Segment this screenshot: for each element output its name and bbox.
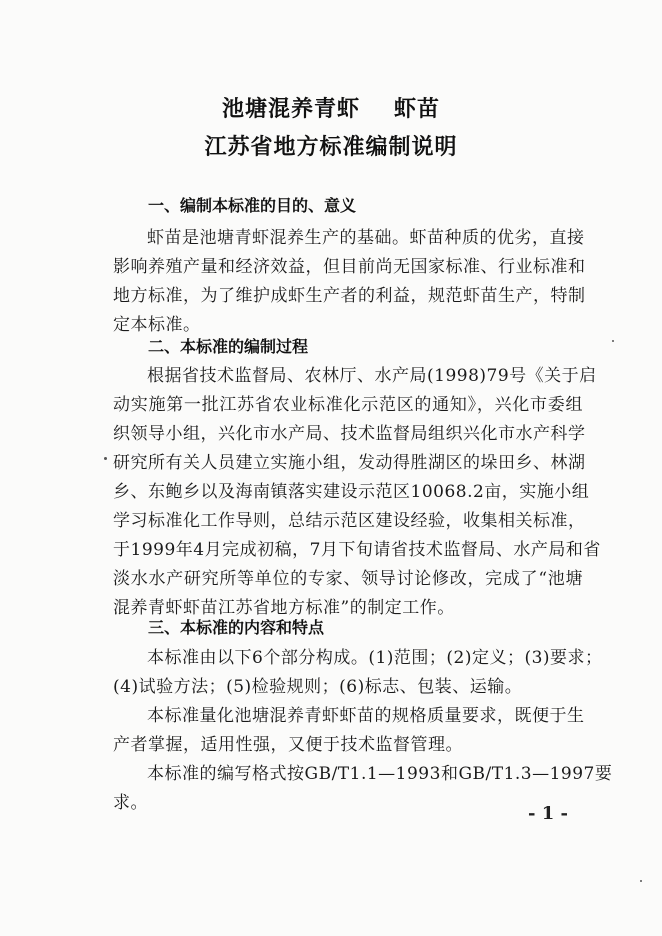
paragraph-line: 织领导小组，兴化市水产局、技术监督局组织兴化市水产科学 — [113, 424, 586, 444]
document-title-line-2: 江苏省地方标准编制说明 — [204, 135, 458, 160]
paragraph-line: 混养青虾虾苗江苏省地方标准”的制定工作。 — [113, 598, 455, 618]
paragraph-line: 地方标准，为了维护成虾生产者的利益，规范虾苗生产，特制 — [113, 286, 586, 306]
paragraph-line: 本标准量化池塘混养青虾虾苗的规格质量要求，既便于生 — [147, 706, 585, 726]
paragraph-line: 影响养殖产量和经济效益，但目前尚无国家标准、行业标准和 — [113, 257, 586, 277]
scan-speck — [104, 457, 107, 460]
paragraph-line: 本标准由以下6个部分构成。(1)范围；(2)定义；(3)要求； — [147, 648, 603, 668]
paragraph-line: 产者掌握，适用性强，又便于技术监督管理。 — [113, 735, 463, 755]
paragraph-line: 求。 — [113, 793, 148, 813]
document-title-line-1 — [0, 92, 662, 123]
paragraph-line: 本标准的编写格式按GB/T1.1—1993和GB/T1.3—1997要 — [147, 764, 613, 784]
section-2-heading: 二、本标准的编制过程 — [148, 337, 309, 356]
paragraph-line: 研究所有关人员建立实施小组，发动得胜湖区的垛田乡、林湖 — [113, 453, 586, 473]
paragraph-line: 动实施第一批江苏省农业标准化示范区的通知》，兴化市委组 — [113, 395, 583, 415]
title-part-a: 池塘混养青虾 — [221, 97, 360, 122]
paragraph-line: 学习标准化工作导则，总结示范区建设经验，收集相关标准， — [113, 511, 586, 531]
scan-speck — [612, 340, 614, 342]
paragraph-line: 于1999年4月完成初稿，7月下旬请省技术监督局、水产局和省 — [113, 540, 601, 560]
page-number: - 1 - — [528, 803, 568, 824]
paragraph-line: 定本标准。 — [113, 315, 201, 335]
paragraph-line: 淡水水产研究所等单位的专家、领导讨论修改，完成了“池塘 — [113, 569, 583, 589]
section-3-heading: 三、本标准的内容和特点 — [148, 618, 325, 637]
title-part-b: 虾苗 — [394, 97, 441, 122]
paragraph-line: 根据省技术监督局、农林厅、水产局(1998)79号《关于启 — [147, 366, 597, 386]
scan-speck — [640, 880, 642, 882]
paragraph-line: 虾苗是池塘青虾混养生产的基础。虾苗种质的优劣，直接 — [147, 228, 585, 248]
section-1-heading: 一、编制本标准的目的、意义 — [148, 196, 357, 215]
paragraph-line: 乡、东鲍乡以及海南镇落实建设示范区10068.2亩，实施小组 — [113, 482, 590, 502]
paragraph-line: (4)试验方法；(5)检验规则；(6)标志、包装、运输。 — [113, 677, 523, 697]
